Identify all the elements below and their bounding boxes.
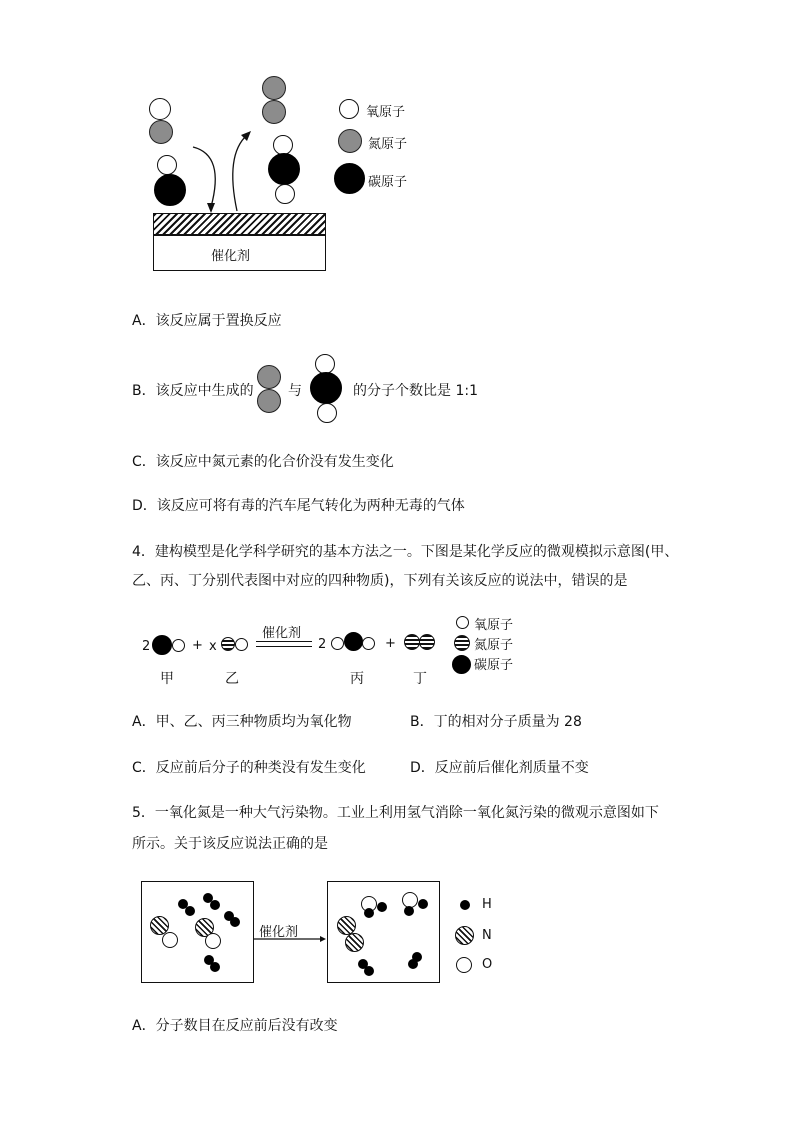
nitrogen-atom [262, 100, 286, 124]
catalyst-label: 催化剂 [262, 626, 302, 641]
catalyst-surface [153, 213, 326, 235]
nitrogen-legend-icon [454, 635, 470, 651]
oxygen-atom [273, 135, 293, 155]
q5-option-a: A．分子数目在反应前后没有改变 [132, 1018, 338, 1034]
nitrogen-atom [404, 634, 420, 650]
hydrogen-atom [230, 917, 240, 927]
hydrogen-legend-icon [460, 900, 470, 910]
carbon-legend-icon [452, 655, 471, 674]
oxygen-atom [205, 933, 221, 949]
q4-stem-line1: 4．建构模型是化学科学研究的基本方法之一。下图是某化学反应的微观模拟示意图(甲、 [132, 544, 679, 560]
coef-bing: 2 [318, 637, 327, 652]
oxygen-atom [331, 637, 344, 650]
carbon-atom [268, 153, 300, 185]
nitrogen-atom [345, 933, 364, 952]
hydrogen-atom [377, 902, 387, 912]
oxygen-atom [235, 638, 248, 651]
oxygen-legend-icon [456, 616, 469, 629]
nitrogen-atom [149, 120, 173, 144]
option-d: D．该反应可将有毒的汽车尾气转化为两种无毒的气体 [132, 498, 465, 514]
oxygen-atom [275, 184, 295, 204]
legend-nitrogen-label: 氮原子 [474, 638, 514, 653]
carbon-legend-icon [334, 163, 365, 194]
option-b-suffix: 的分子个数比是 1:1 [353, 383, 478, 399]
carbon-atom [154, 174, 186, 206]
legend-h-label: H [482, 897, 492, 912]
oxygen-atom [172, 639, 185, 652]
nitrogen-atom [419, 634, 435, 650]
oxygen-atom [157, 155, 177, 175]
option-c: C．该反应中氮元素的化合价没有发生变化 [132, 454, 394, 470]
catalyst-label: 催化剂 [211, 249, 251, 264]
carbon-atom [310, 372, 342, 404]
legend-n-label: N [482, 928, 492, 943]
hydrogen-atom [418, 899, 428, 909]
legend-o-label: O [482, 957, 493, 972]
equals-line [256, 641, 312, 647]
arrow-right-icon [254, 934, 328, 944]
nitrogen-legend-icon [455, 926, 474, 945]
q4-stem-line2: 乙、丙、丁分别代表图中对应的四种物质)，下列有关该反应的说法中，错误的是 [132, 573, 628, 589]
hydrogen-atom [364, 966, 374, 976]
reaction-arrows-icon [185, 125, 265, 215]
name-ding: 丁 [413, 671, 427, 687]
q5-stem-line2: 所示。关于该反应说法正确的是 [132, 836, 328, 852]
hydrogen-atom [185, 906, 195, 916]
legend-nitrogen-label: 氮原子 [368, 137, 408, 152]
q4-option-d: D．反应前后催化剂质量不变 [410, 760, 589, 776]
oxygen-atom [362, 637, 375, 650]
plus-1: + [192, 638, 203, 653]
carbon-atom [152, 635, 172, 655]
nitrogen-atom [257, 389, 281, 413]
nitrogen-atom [257, 365, 281, 389]
nitrogen-atom [262, 76, 286, 100]
name-jia: 甲 [160, 671, 174, 687]
legend-oxygen-label: 氧原子 [474, 618, 514, 633]
hydrogen-atom [408, 959, 418, 969]
q4-option-c: C．反应前后分子的种类没有发生变化 [132, 760, 366, 776]
q5-stem-line1: 5．一氧化氮是一种大气污染物。工业上利用氢气消除一氧化氮污染的微观示意图如下 [132, 805, 659, 821]
nitrogen-legend-icon [338, 129, 362, 153]
plus-2: + [385, 636, 396, 651]
option-a: A．该反应属于置换反应 [132, 313, 282, 329]
oxygen-atom [149, 98, 171, 120]
hydrogen-atom [210, 900, 220, 910]
coef-yi: x [209, 639, 217, 654]
oxygen-atom [162, 932, 178, 948]
option-b-prefix: B．该反应中生成的 [132, 383, 254, 399]
coef-jia: 2 [142, 639, 151, 654]
oxygen-atom [221, 637, 235, 651]
oxygen-legend-icon [339, 99, 359, 119]
catalyst-label: 催化剂 [259, 925, 299, 940]
oxygen-legend-icon [456, 957, 472, 973]
name-bing: 丙 [350, 671, 364, 687]
legend-oxygen-label: 氧原子 [366, 105, 406, 120]
legend-carbon-label: 碳原子 [474, 658, 514, 673]
hydrogen-atom [404, 906, 414, 916]
oxygen-atom [317, 403, 337, 423]
q4-option-a: A．甲、乙、丙三种物质均为氧化物 [132, 714, 352, 730]
option-b-mid: 与 [288, 383, 302, 399]
hydrogen-atom [364, 908, 374, 918]
oxygen-atom [315, 354, 335, 374]
legend-carbon-label: 碳原子 [368, 175, 408, 190]
carbon-atom [344, 632, 363, 651]
hydrogen-atom [210, 962, 220, 972]
q4-option-b: B．丁的相对分子质量为 28 [410, 714, 582, 730]
name-yi: 乙 [225, 671, 239, 687]
